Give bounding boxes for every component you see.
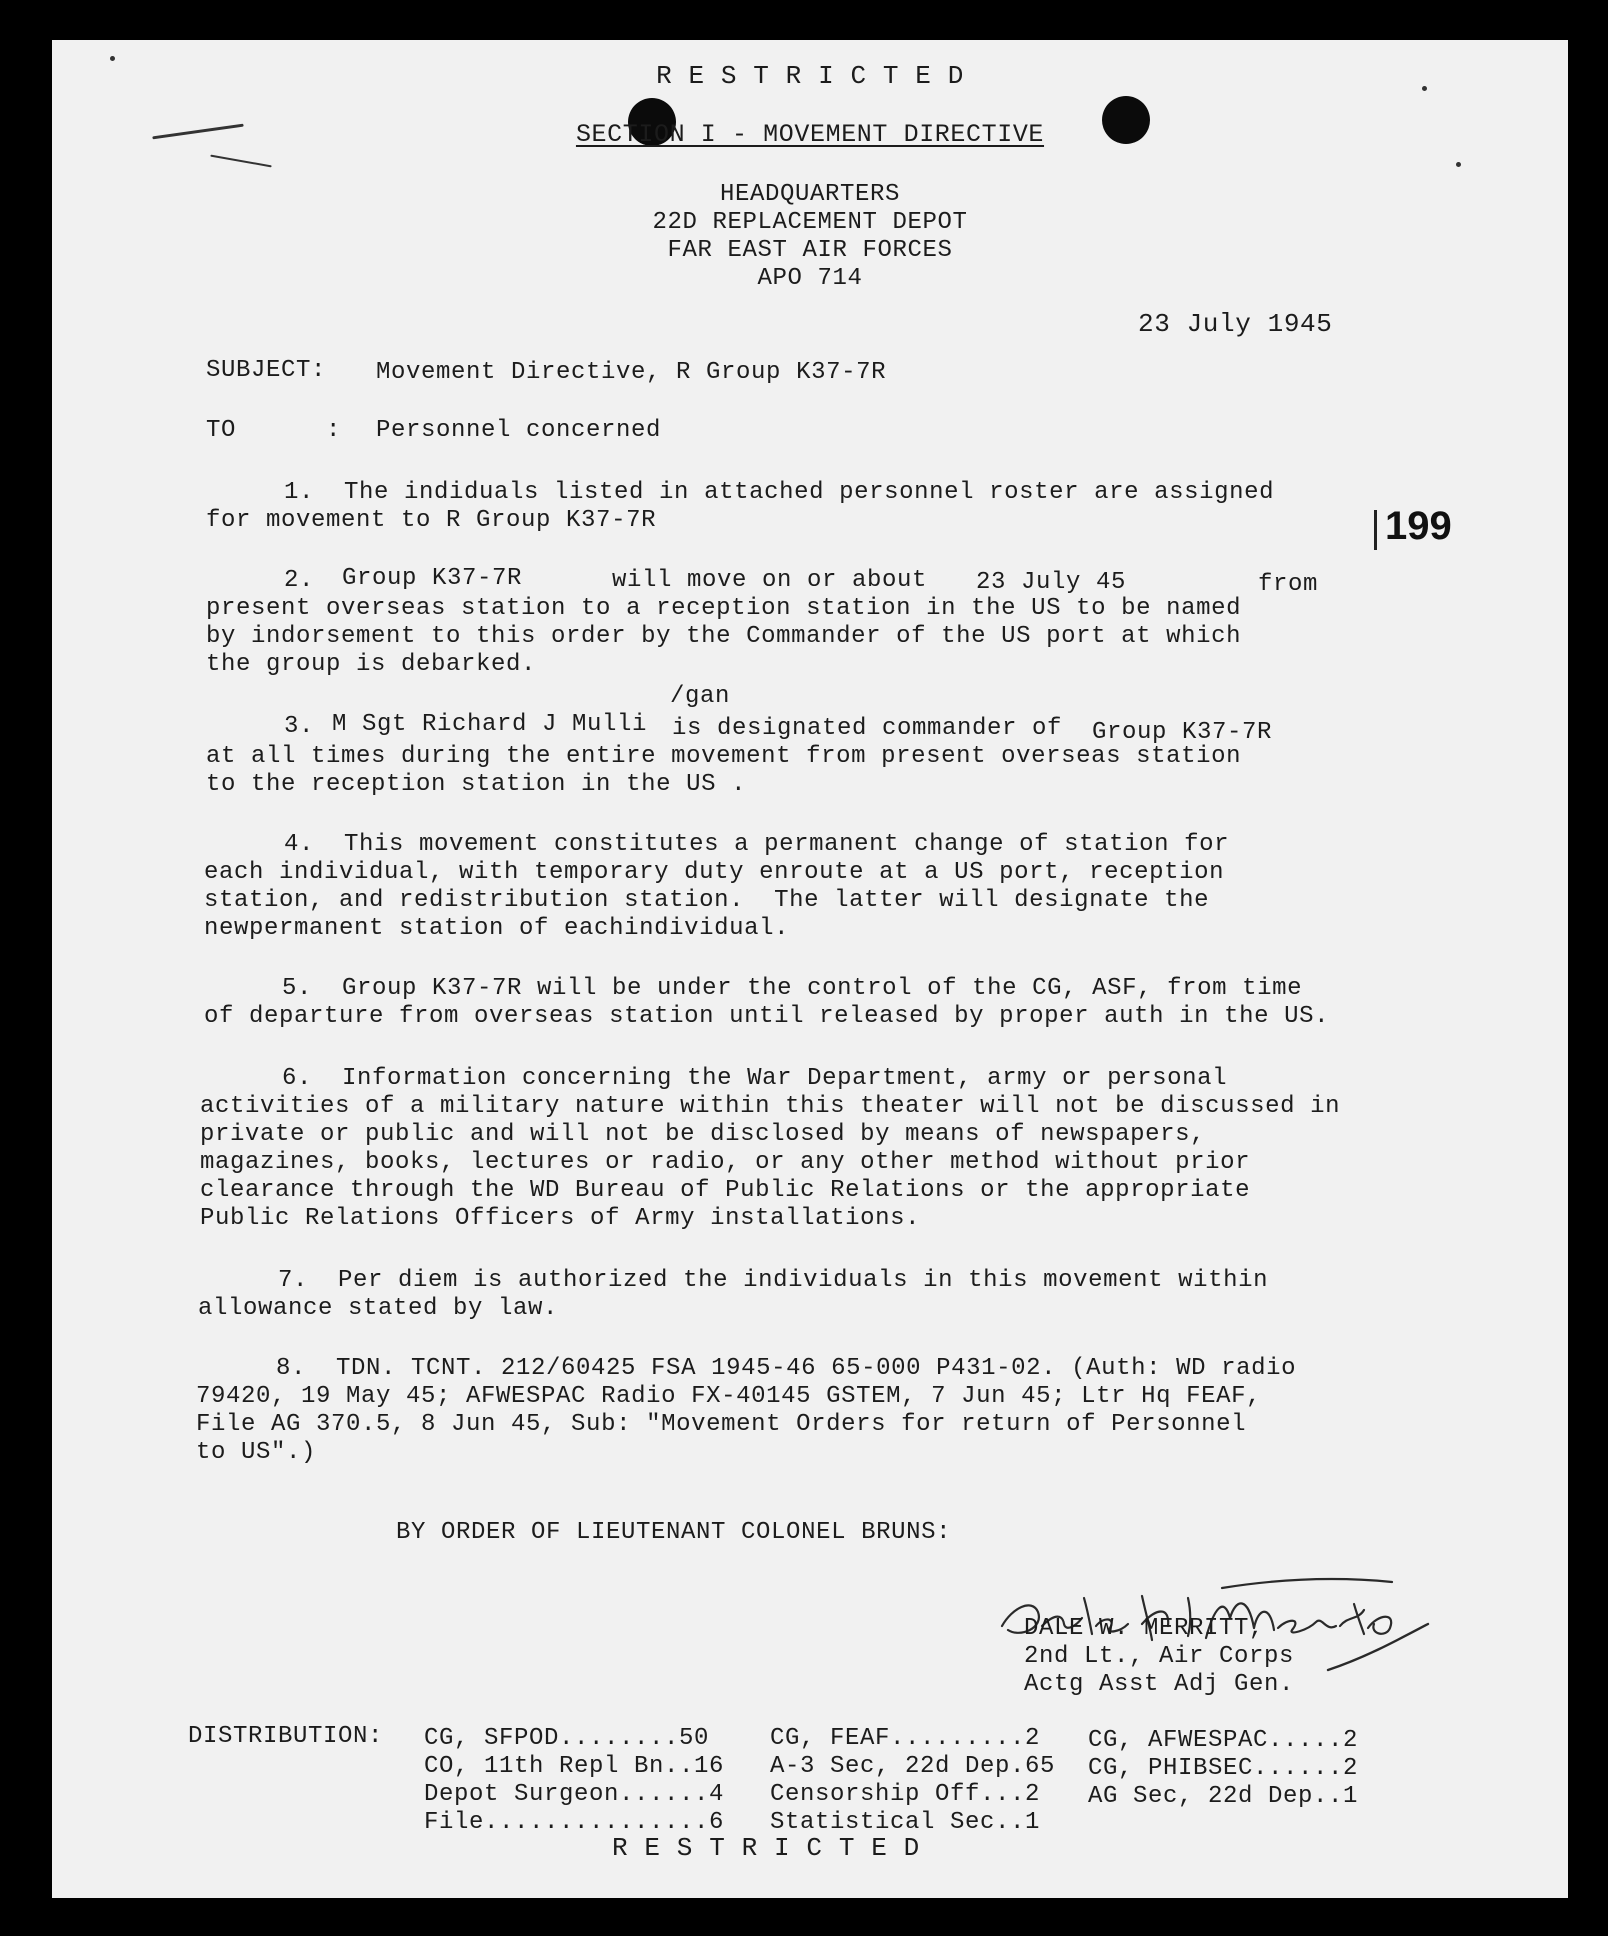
distribution-col2-row1: CG, FEAF.........2: [770, 1725, 1041, 1752]
para-4-line-1: 4. This movement constitutes a permanent change of station for: [284, 831, 1230, 858]
distribution-col3-row1: CG, AFWESPAC.....2: [1088, 1727, 1359, 1754]
para-7-line-1: 7. Per diem is authorized the individuals in this movement within: [278, 1267, 1269, 1294]
para-1-line-1: 1. The indiduals listed in attached personnel roster are assigned: [284, 479, 1275, 506]
para-2-line-3: by indorsement to this order by the Commander of the US port at which: [206, 623, 1242, 650]
org-line-1: HEADQUARTERS: [719, 181, 901, 208]
subject-label: SUBJECT:: [206, 357, 327, 384]
distribution-col1-row3: Depot Surgeon......4: [424, 1781, 725, 1808]
pencil-mark: [210, 155, 271, 168]
para-8-line-4: to US".): [196, 1439, 317, 1466]
distribution-col1-row1: CG, SFPOD........50: [424, 1725, 710, 1752]
para-6-line-5: clearance through the WD Bureau of Public Relations or the appropriate: [200, 1177, 1251, 1204]
stamp-number: 199: [1385, 504, 1452, 548]
distribution-col2-row3: Censorship Off...2: [770, 1781, 1041, 1808]
distribution-col3-row3: AG Sec, 22d Dep..1: [1088, 1783, 1359, 1810]
document-page: [52, 40, 1568, 1898]
para-6-line-2: activities of a military nature within this theater will not be discussed in: [200, 1093, 1341, 1120]
signer-name: DALE W. MERRITT,: [1024, 1615, 1265, 1642]
distribution-col2-row2: A-3 Sec, 22d Dep.65: [770, 1753, 1056, 1780]
org-line-2: 22D REPLACEMENT DEPOT: [652, 209, 968, 236]
signer-title: Actg Asst Adj Gen.: [1024, 1671, 1295, 1698]
distribution-col1-row2: CO, 11th Repl Bn..16: [424, 1753, 725, 1780]
para-2-mid: will move on or about: [612, 567, 928, 594]
distribution-col2-row4: Statistical Sec..1: [770, 1809, 1041, 1836]
distribution-col3-row2: CG, PHIBSEC......2: [1088, 1755, 1359, 1782]
para-4-line-3: station, and redistribution station. The latter will designate the: [204, 887, 1210, 914]
subject-text: Movement Directive, R Group K37-7R: [376, 359, 887, 386]
para-5-line-2: of departure from overseas station until released by proper auth in the US.: [204, 1003, 1330, 1030]
para-4-line-2: each individual, with temporary duty enroute at a US port, reception: [204, 859, 1225, 886]
para-2-date: 23 July 45: [976, 569, 1127, 596]
to-label: TO :: [206, 417, 342, 444]
para-6-line-4: magazines, books, lectures or radio, or any other method without prior: [200, 1149, 1251, 1176]
org-line-3: FAR EAST AIR FORCES: [667, 237, 953, 264]
stamp-tick: [1374, 510, 1377, 550]
order-line: BY ORDER OF LIEUTENANT COLONEL BRUNS:: [396, 1519, 952, 1546]
signature-flourish: [1324, 1618, 1434, 1678]
dust-speck: [1456, 162, 1461, 167]
classification-bottom: R E S T R I C T E D: [612, 1833, 920, 1863]
para-2-line-4: the group is debarked.: [206, 651, 537, 678]
para-3-line-3: to the reception station in the US .: [206, 771, 747, 798]
para-4-line-4: newpermanent station of eachindividual.: [204, 915, 790, 942]
to-text: Personnel concerned: [376, 417, 662, 444]
para-2-num: 2.: [284, 567, 315, 594]
org-line-4: APO 714: [757, 265, 863, 292]
classification-top: R E S T R I C T E D: [656, 61, 964, 91]
section-title: SECTION I - MOVEMENT DIRECTIVE: [575, 120, 1045, 149]
para-6-line-1: 6. Information concerning the War Department, army or personal: [282, 1065, 1228, 1092]
para-7-line-2: allowance stated by law.: [198, 1295, 559, 1322]
para-2-end: from: [1258, 571, 1319, 598]
dust-speck: [110, 56, 115, 61]
para-3-insert: /gan: [670, 683, 731, 710]
para-3-line-2: at all times during the entire movement from present overseas station: [206, 743, 1242, 770]
para-8-line-2: 79420, 19 May 45; AFWESPAC Radio FX-40145 GSTEM, 7 Jun 45; Ltr Hq FEAF,: [196, 1383, 1262, 1410]
para-3-mid: is designated commander of: [672, 715, 1063, 742]
para-1-line-2: for movement to R Group K37-7R: [206, 507, 657, 534]
para-5-line-1: 5. Group K37-7R will be under the control of the CG, ASF, from time: [282, 975, 1303, 1002]
para-8-line-1: 8. TDN. TCNT. 212/60425 FSA 1945-46 65-000 P431-02. (Auth: WD radio: [276, 1355, 1297, 1382]
para-8-line-3: File AG 370.5, 8 Jun 45, Sub: "Movement Orders for return of Personnel: [196, 1411, 1247, 1438]
document-date: 23 July 1945: [1138, 309, 1333, 339]
distribution-label: DISTRIBUTION:: [188, 1723, 384, 1750]
para-6-line-3: private or public and will not be disclosed by means of newspapers,: [200, 1121, 1206, 1148]
para-2-line-2: present overseas station to a reception station in the US to be named: [206, 595, 1242, 622]
para-2-group: Group K37-7R: [342, 565, 523, 592]
para-3-group: Group K37-7R: [1092, 719, 1273, 746]
para-3-num: 3.: [284, 713, 315, 740]
para-3-name: M Sgt Richard J Mulli: [332, 711, 648, 738]
signer-rank: 2nd Lt., Air Corps: [1024, 1643, 1295, 1670]
para-6-line-6: Public Relations Officers of Army installations.: [200, 1205, 921, 1232]
distribution-col1-row4: File...............6: [424, 1809, 725, 1836]
